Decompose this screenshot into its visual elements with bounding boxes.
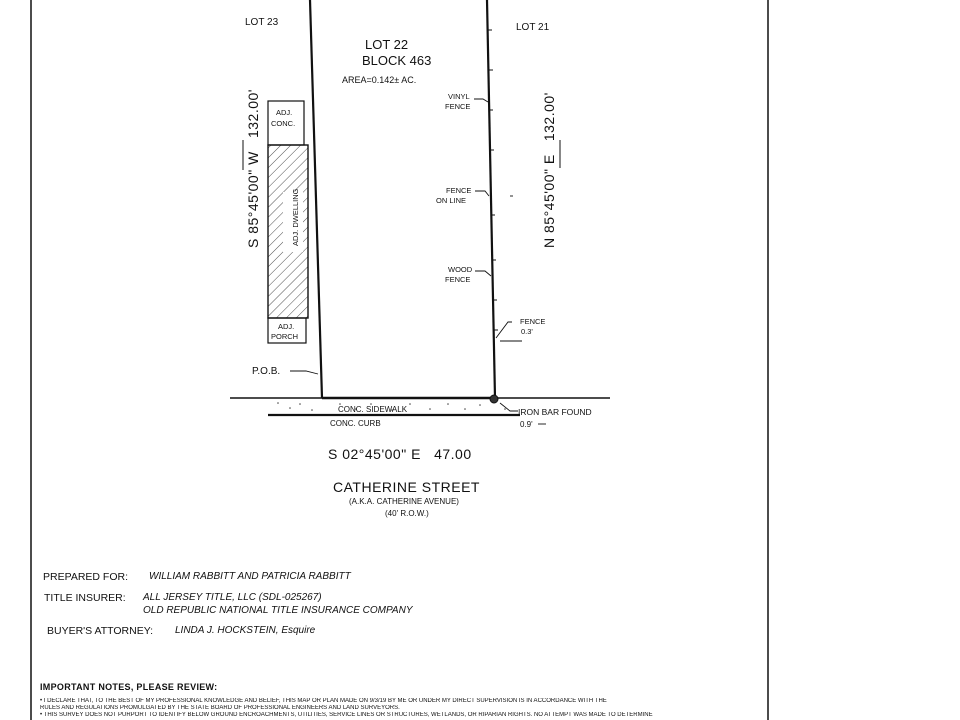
notes-line-1: • I DECLARE THAT, TO THE BEST OF MY PROFESSIONAL KNOWLEDGE AND BELIEF, THIS MAP OR PLAN MADE ON 9/3/19 BY ME OR UNDER MY DIRECT SUPERVISION IS IN ACCORDANCE WITH THE: [40, 698, 607, 704]
adj-porch-label-2: PORCH: [271, 332, 299, 341]
block-label: BLOCK 463: [362, 53, 432, 68]
fence-on-line-label-1: FENCE: [446, 186, 472, 195]
vinyl-fence-label-1: VINYL: [448, 92, 470, 101]
iron-bar-marker: [490, 395, 498, 403]
adj-conc-label-1: ADJ.: [276, 108, 293, 117]
wood-fence-label-1: WOOD: [448, 265, 473, 274]
area-label: AREA=0.142± AC.: [342, 75, 417, 85]
street-row: (40' R.O.W.): [385, 509, 429, 518]
pob-label: P.O.B.: [252, 366, 281, 377]
fence-offset-label-2: 0.3': [521, 327, 533, 336]
right-lot-label: LOT 21: [516, 22, 550, 33]
prepared-for-label: PREPARED FOR:: [43, 571, 128, 583]
east-line-bearing: N 85°45'00" E 132.00': [541, 92, 557, 248]
notes-line-3: • THIS SURVEY DOES NOT PURPORT TO IDENTIFY BELOW GROUND ENCROACHMENTS, UTILITIES, SERVICE LINES OR STRUCTURES, WETLANDS, OR RIPARIAN RIGHTS. NO ATTEMPT WAS MADE TO DETERMINE: [40, 712, 653, 718]
leader-lines: [290, 99, 522, 411]
vinyl-fence-label-2: FENCE: [445, 102, 471, 111]
important-notes: [40, 682, 940, 719]
buyers-attorney-value: LINDA J. HOCKSTEIN, Esquire: [175, 625, 316, 636]
wood-fence-label-2: FENCE: [445, 275, 471, 284]
buyers-attorney-label: BUYER'S ATTORNEY:: [47, 625, 154, 637]
west-line-bearing: S 85°45'00" W 132.00': [245, 89, 261, 248]
notes-line-2: RULES AND REGULATIONS PROMULGATED BY THE STATE BOARD OF PROFESSIONAL ENGINEERS AND LAND SURVEYORS.: [40, 705, 400, 711]
conc-curb-label: CONC. CURB: [330, 419, 381, 428]
south-line-bearing: S 02°45'00" E 47.00: [328, 446, 472, 462]
prepared-for-value: WILLIAM RABBITT AND PATRICIA RABBITT: [149, 571, 351, 582]
adj-conc-label-2: CONC.: [271, 119, 296, 128]
subject-lot-label: LOT 22: [365, 37, 409, 52]
iron-bar-offset-label: 0.9': [520, 420, 533, 429]
title-insurer-value-2: OLD REPUBLIC NATIONAL TITLE INSURANCE COMPANY: [143, 605, 413, 616]
adj-dwelling-label: ADJ. DWELLING: [291, 188, 300, 246]
title-insurer-label: TITLE INSURER:: [44, 592, 126, 604]
title-insurer-value-1: ALL JERSEY TITLE, LLC (SDL-025267): [143, 592, 322, 603]
street-aka: (A.K.A. CATHERINE AVENUE): [349, 497, 459, 506]
fence-on-line-label-2: ON LINE: [436, 196, 467, 205]
fence-offset-label-1: FENCE: [520, 317, 546, 326]
street-name: CATHERINE STREET: [333, 479, 480, 495]
iron-bar-label: IRON BAR FOUND: [518, 407, 592, 417]
conc-sidewalk-label: CONC. SIDEWALK: [338, 405, 408, 414]
adj-porch-label-1: ADJ.: [278, 322, 295, 331]
west-lot-line: [310, 0, 322, 398]
notes-heading: IMPORTANT NOTES, PLEASE REVIEW:: [40, 682, 218, 692]
east-lot-line: [487, 0, 495, 398]
left-lot-label: LOT 23: [245, 17, 279, 28]
